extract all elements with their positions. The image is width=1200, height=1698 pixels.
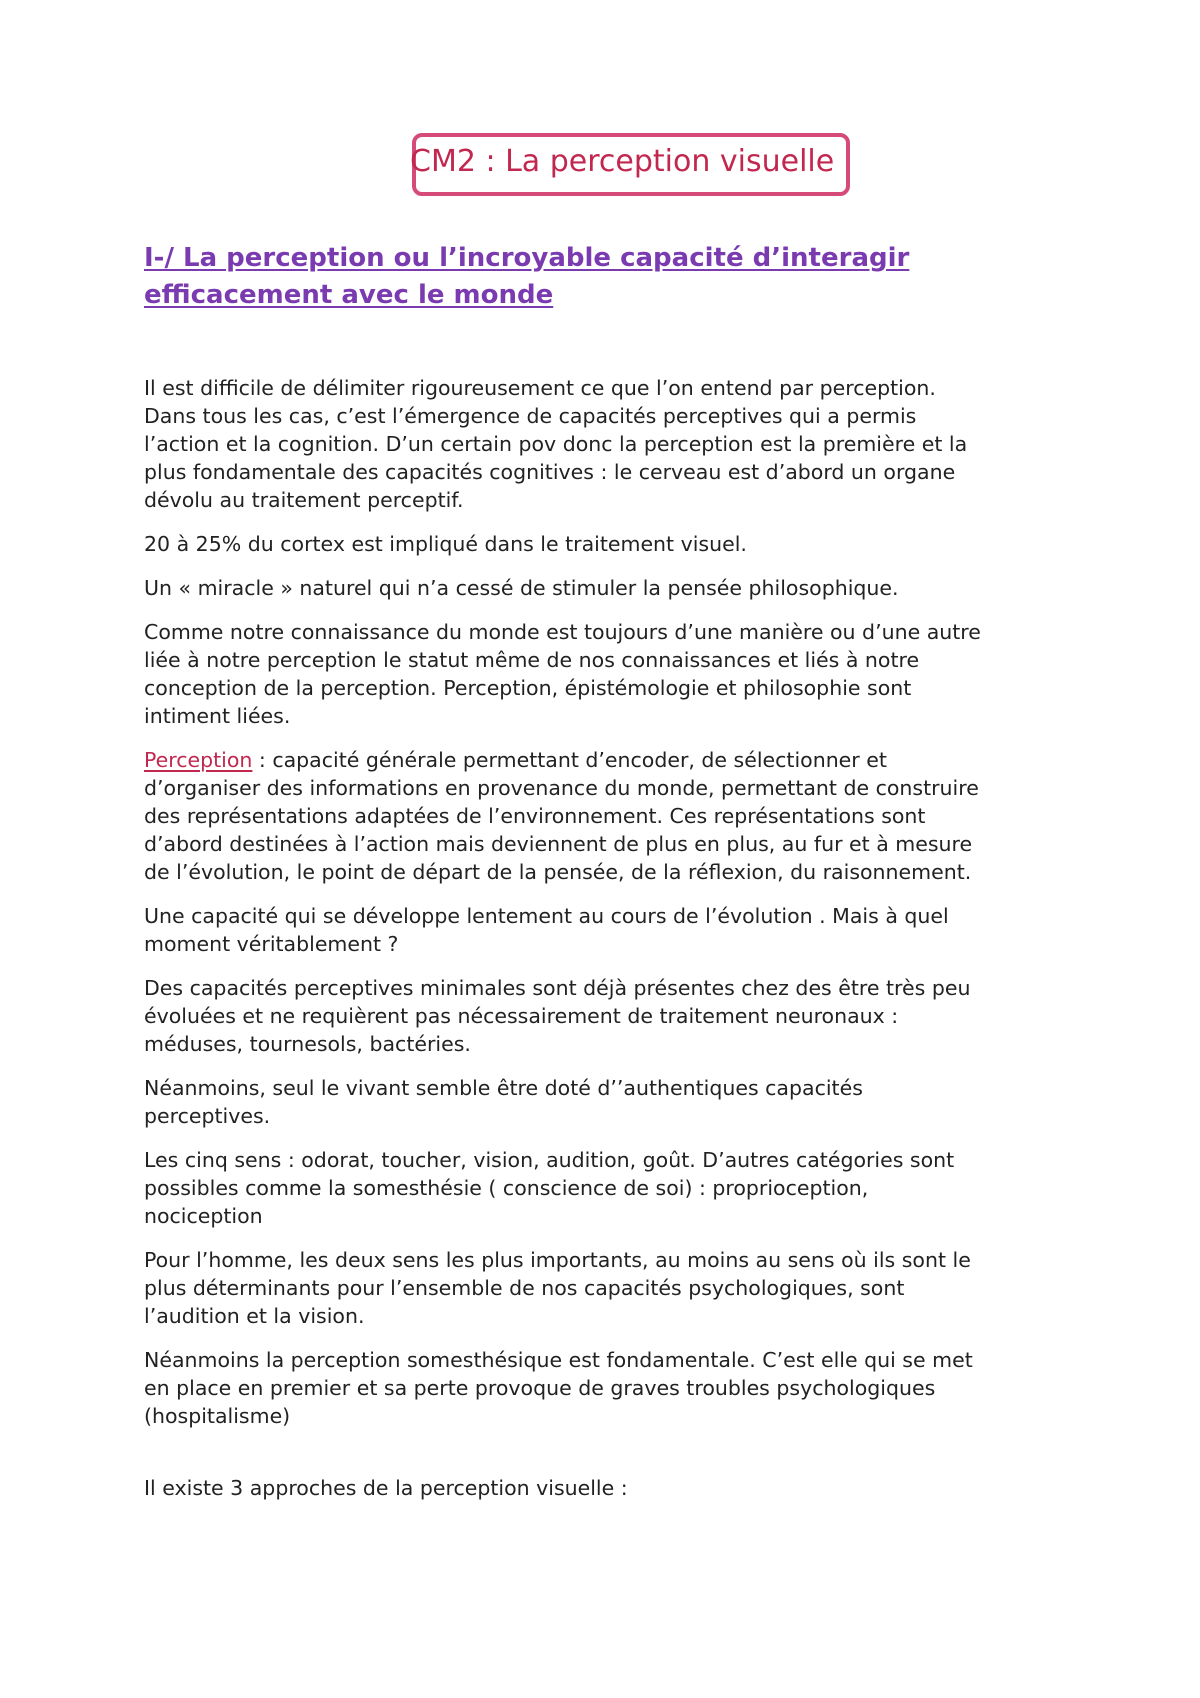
text-line: plus fondamentale des capacités cognitives : le cerveau est d’abord un organe	[144, 460, 956, 484]
text-line: en place en premier et sa perte provoque de graves troubles psychologiques	[144, 1376, 936, 1400]
text-line: moment véritablement ?	[144, 932, 399, 956]
text-line: conception de la perception. Perception, épistémologie et philosophie sont	[144, 676, 912, 700]
paragraph	[144, 530, 1084, 558]
section-heading-line: efficacement avec le monde	[144, 280, 554, 310]
section-heading-line: I-/ La perception ou l’incroyable capacité d’interagir	[144, 243, 910, 273]
text-line: (hospitalisme)	[144, 1404, 291, 1428]
text-line: Les cinq sens : odorat, toucher, vision, audition, goût. D’autres catégories sont	[144, 1148, 955, 1172]
text-line: Dans tous les cas, c’est l’émergence de capacités perceptives qui a permis	[144, 404, 917, 428]
text-line: Néanmoins la perception somesthésique est fondamentale. C’est elle qui se met	[144, 1348, 973, 1372]
defined-term: Perception	[144, 748, 253, 772]
section-heading	[144, 240, 1044, 314]
text-line: l’action et la cognition. D’un certain pov donc la perception est la première et la	[144, 432, 968, 456]
text-line: Une capacité qui se développe lentement au cours de l’évolution . Mais à quel	[144, 904, 949, 928]
definition-text: : capacité générale permettant d’encoder, de sélectionner et	[252, 748, 887, 772]
text-line: perceptives.	[144, 1104, 271, 1128]
text-line: Il est difficile de délimiter rigoureusement ce que l’on entend par perception.	[144, 376, 936, 400]
text-line: nociception	[144, 1204, 263, 1228]
paragraph	[144, 974, 1084, 1058]
paragraph	[144, 1146, 1084, 1230]
document-title: CM2 : La perception visuelle	[410, 144, 835, 179]
text-line: dévolu au traitement perceptif.	[144, 488, 464, 512]
paragraph	[144, 374, 1084, 514]
text-line: méduses, tournesols, bactéries.	[144, 1032, 471, 1056]
text-line: de l’évolution, le point de départ de la pensée, de la réflexion, du raisonnement.	[144, 860, 972, 884]
text-line: des représentations adaptées de l’environnement. Ces représentations sont	[144, 804, 926, 828]
text-line	[144, 746, 1084, 774]
paragraph	[144, 574, 1084, 602]
paragraph	[144, 902, 1084, 958]
text-line: Un « miracle » naturel qui n’a cessé de stimuler la pensée philosophique.	[144, 576, 899, 600]
text-line: intiment liées.	[144, 704, 291, 728]
text-line: Il existe 3 approches de la perception visuelle :	[144, 1476, 628, 1500]
text-line: évoluées et ne requièrent pas nécessairement de traitement neuronaux :	[144, 1004, 899, 1028]
body-text	[144, 374, 1084, 1518]
text-line: l’audition et la vision.	[144, 1304, 365, 1328]
text-line: possibles comme la somesthésie ( conscience de soi) : proprioception,	[144, 1176, 869, 1200]
paragraph	[144, 1074, 1084, 1130]
text-line: liée à notre perception le statut même de nos connaissances et liés à notre	[144, 648, 920, 672]
paragraph	[144, 1346, 1084, 1430]
paragraph	[144, 1246, 1084, 1330]
text-line: Comme notre connaissance du monde est toujours d’une manière ou d’une autre	[144, 620, 981, 644]
text-line: Néanmoins, seul le vivant semble être doté d’’authentiques capacités	[144, 1076, 863, 1100]
paragraph	[144, 618, 1084, 730]
text-line: d’organiser des informations en provenance du monde, permettant de construire	[144, 776, 979, 800]
paragraph	[144, 1474, 1084, 1502]
text-line: 20 à 25% du cortex est impliqué dans le traitement visuel.	[144, 532, 747, 556]
definition-paragraph	[144, 746, 1084, 886]
text-line: Des capacités perceptives minimales sont déjà présentes chez des être très peu	[144, 976, 971, 1000]
text-line: Pour l’homme, les deux sens les plus importants, au moins au sens où ils sont le	[144, 1248, 971, 1272]
text-line: d’abord destinées à l’action mais deviennent de plus en plus, au fur et à mesure	[144, 832, 973, 856]
text-line: plus déterminants pour l’ensemble de nos capacités psychologiques, sont	[144, 1276, 905, 1300]
